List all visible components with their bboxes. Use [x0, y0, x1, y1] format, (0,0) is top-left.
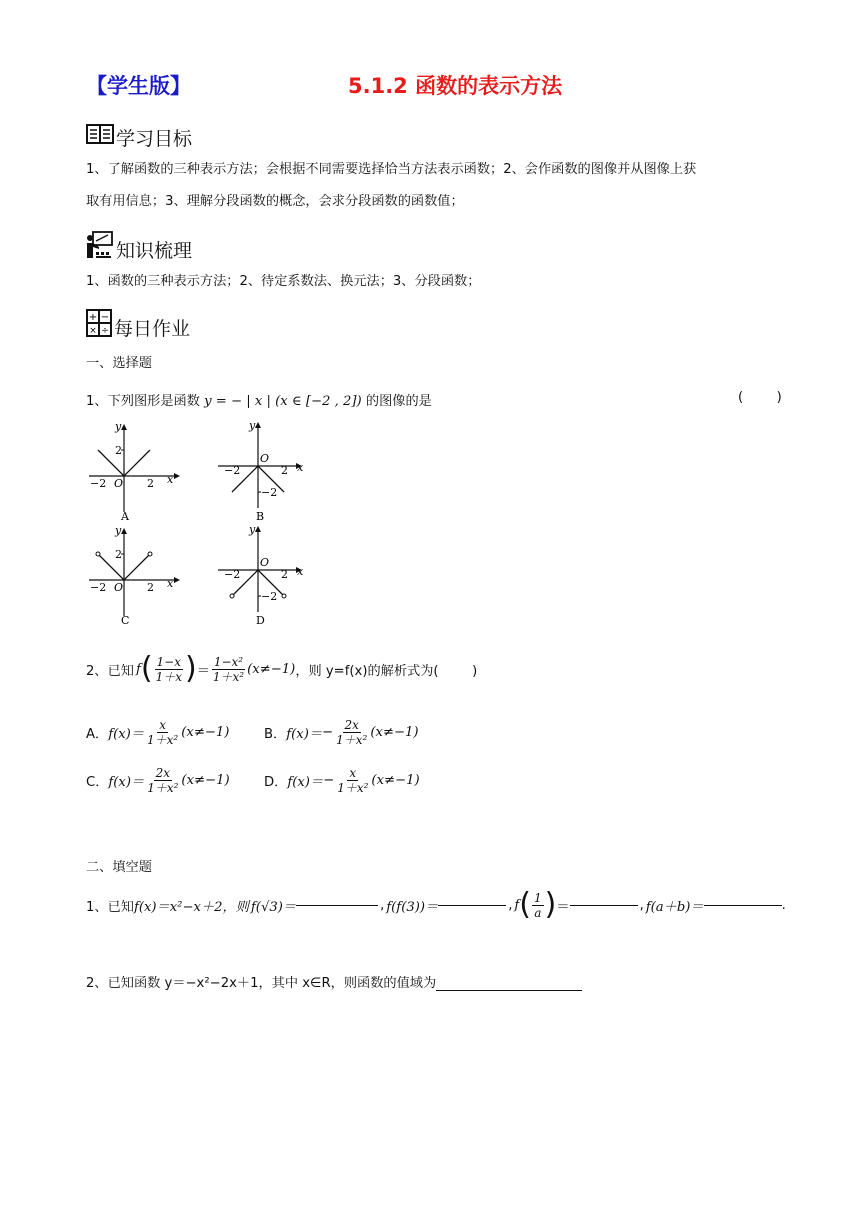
- svg-text:−: −: [100, 311, 110, 323]
- fill-q1-a: f(√3)＝: [250, 899, 297, 915]
- graph-d-y-label: y: [249, 523, 256, 536]
- q2-stem: [86, 651, 478, 686]
- graph-c-x-label: x: [167, 577, 174, 590]
- graph-c: [84, 522, 184, 628]
- graph-c-tick-2y: 2: [115, 548, 122, 561]
- graph-d-origin: O: [260, 556, 270, 569]
- q2-suffix: ，则 y=f(x)的解析式为( ): [295, 663, 478, 679]
- homework-heading: 每日作业: [114, 318, 191, 340]
- q1-suffix: 的图像的是: [365, 394, 432, 409]
- graph-b: [214, 420, 318, 524]
- q2-cond: (x≠−1): [247, 661, 296, 677]
- graph-d-tick-neg2y: −2: [261, 590, 278, 603]
- svg-text:×: ×: [89, 325, 97, 336]
- teacher-board-icon: [84, 230, 114, 260]
- knowledge-heading-row: [84, 226, 192, 263]
- fill-q1-def: f(x)＝x²−x＋2，则: [133, 899, 249, 915]
- graph-b-label: B: [256, 510, 265, 523]
- graph-b-y-label: y: [249, 420, 256, 432]
- graph-a-tick-2x: 2: [147, 477, 154, 490]
- graph-c-label: C: [121, 614, 130, 627]
- goals-heading-row: [86, 116, 192, 151]
- svg-text:÷: ÷: [101, 325, 109, 336]
- graph-d-tick-2x: 2: [281, 568, 288, 581]
- fill-q2: [86, 972, 582, 991]
- part1-heading: 一、选择题: [86, 356, 152, 371]
- q2-left-paren: (: [140, 651, 153, 686]
- book-icon: [86, 122, 114, 146]
- q1-prefix: 1、下列图形是函数: [86, 394, 200, 409]
- fill-q2-blank[interactable]: [436, 990, 582, 991]
- graph-b-origin: O: [260, 452, 270, 465]
- q2-rhs-frac: $\frac{\text{1−x²}}{\text{1＋x²}}$: [212, 654, 245, 684]
- graph-b-tick-neg2: −2: [224, 464, 241, 477]
- fill-q1-blank-d[interactable]: [704, 905, 782, 906]
- goals-line-2: 取有用信息；3、理解分段函数的概念，会求分段函数的函数值；: [86, 194, 464, 209]
- graph-c-tick-neg2: −2: [90, 581, 107, 594]
- homework-heading-row: [86, 304, 190, 341]
- q2-option-d[interactable]: D． f(x)＝ − $\frac{x}{\text{1＋x²}}$ (x≠−1): [264, 766, 420, 795]
- fill-q1-d: f(a＋b)＝: [645, 899, 704, 915]
- q1-answer-paren: ( ): [738, 390, 782, 405]
- q2-option-a[interactable]: A． f(x)＝ $\frac{x}{\text{1＋x²}}$ (x≠−1): [86, 718, 230, 747]
- version-tag: 【学生版】: [86, 74, 191, 98]
- svg-text:+: +: [88, 311, 98, 323]
- graph-d: [214, 522, 318, 628]
- fill-q1-b: f(f(3))＝: [386, 899, 439, 915]
- calculator-icon: [86, 309, 112, 337]
- q2-f: f: [135, 661, 141, 677]
- graph-c-y-label: y: [115, 524, 122, 537]
- fill-q1-c-f: f: [514, 897, 520, 913]
- fill-q1-blank-a[interactable]: [296, 905, 378, 906]
- fill-q1-c-frac: $\frac{1}{a}$: [534, 890, 542, 920]
- q2-right-paren: ): [184, 651, 197, 686]
- page-title: 5.1.2 函数的表示方法: [348, 74, 563, 98]
- goals-line-1: 1、了解函数的三种表示方法；会根据不同需要选择恰当方法表示函数；2、会作函数的图像并从图像上获: [86, 162, 697, 177]
- graph-c-tick-2x: 2: [147, 581, 154, 594]
- graph-b-tick-2x: 2: [281, 464, 288, 477]
- q2-option-c[interactable]: C． f(x)＝ $\frac{2x}{\text{1＋x²}}$ (x≠−1): [86, 766, 230, 795]
- knowledge-heading: 知识梳理: [116, 240, 193, 262]
- fill-q1-blank-b[interactable]: [438, 905, 506, 906]
- knowledge-line-1: 1、函数的三种表示方法；2、待定系数法、换元法；3、分段函数；: [86, 274, 481, 289]
- fill-q2-text: 2、已知函数 y＝−x²−2x＋1，其中 x∈R，则函数的值域为: [86, 976, 437, 991]
- q2-prefix: 2、已知: [86, 663, 134, 679]
- graph-b-x-label: x: [297, 461, 304, 474]
- graph-d-tick-neg2: −2: [224, 568, 241, 581]
- fill-q1: 1、已知 f(x)＝x²−x＋2，则 f(√3)＝ , f(f(3))＝ , f ( $\frac{1}{a}$ ) ＝ , f(a＋b)＝ .: [86, 887, 786, 922]
- graph-a-origin: O: [114, 477, 124, 490]
- q2-option-b[interactable]: B． f(x)＝ − $\frac{2x}{\text{1＋x²}}$ (x≠−1): [264, 718, 419, 747]
- q2-eq: ＝: [196, 663, 210, 679]
- q1-stem: [86, 390, 432, 409]
- graph-a-tick-2y: 2: [115, 444, 122, 457]
- graph-b-tick-neg2y: −2: [261, 486, 278, 499]
- graph-d-label: D: [256, 614, 265, 627]
- graph-a-label: A: [121, 510, 129, 523]
- graph-d-x-label: x: [297, 565, 304, 578]
- graph-a: [84, 420, 184, 524]
- graph-a-tick-neg2: −2: [90, 477, 107, 490]
- graph-c-origin: O: [114, 581, 124, 594]
- graph-a-y-label: y: [115, 420, 122, 433]
- goals-heading: 学习目标: [116, 128, 193, 150]
- graph-a-x-label: x: [167, 473, 174, 486]
- part2-heading: 二、填空题: [86, 860, 152, 875]
- fill-q1-prefix: 1、已知: [86, 899, 134, 915]
- q1-formula: y = − | x | (x ∈ [−2 , 2]): [204, 394, 362, 409]
- q2-inner-frac: $\frac{1-x}{1+x}$: [155, 654, 182, 684]
- fill-q1-blank-c[interactable]: [570, 905, 638, 906]
